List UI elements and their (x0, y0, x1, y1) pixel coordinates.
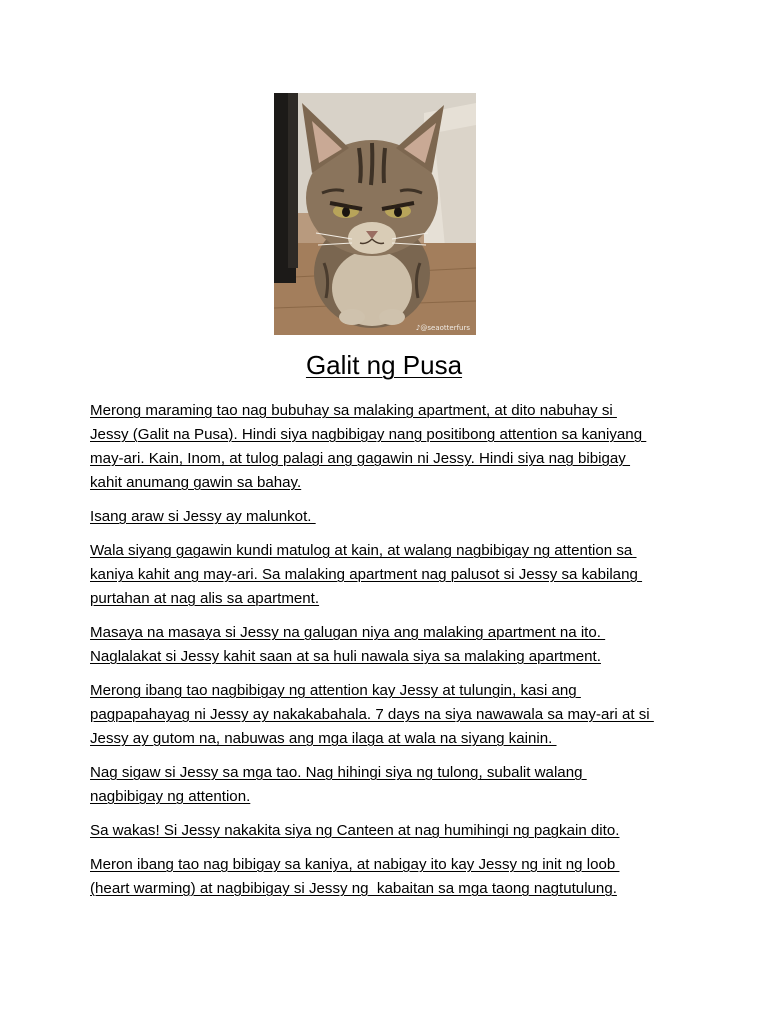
paragraph-line: Wala siyang gagawin kundi matulog at kain, at walang nagbibigay ng attention sa (90, 542, 637, 559)
cat-photo (274, 93, 476, 335)
document-body (90, 399, 690, 911)
paragraph (90, 505, 690, 529)
paragraph-line: Jessy ay gutom na, nabuwas ang mga ilaga at wala na siyang kainin. (90, 730, 557, 747)
paragraph-line: Jessy (Galit na Pusa). Hindi siya nagbibigay nang positibong attention sa kaniyang (90, 426, 647, 443)
paragraph (90, 761, 690, 809)
paragraph-line: nagbibigay ng attention. (90, 788, 251, 805)
paragraph-line: purtahan at nag alis sa apartment. (90, 590, 320, 607)
paragraph (90, 621, 690, 669)
paragraph-line: pagpapahayag ni Jessy ay nakakabahala. 7 days na siya nawawala sa may-ari at si (90, 706, 654, 723)
paragraph (90, 679, 690, 751)
paragraph (90, 539, 690, 611)
paragraph-line: Naglalakat si Jessy kahit saan at sa huli nawala siya sa malaking apartment. (90, 648, 601, 665)
paragraph-line: Isang araw si Jessy ay malunkot. (90, 508, 316, 525)
photo-watermark: ♪@seaotterfurs (415, 324, 470, 332)
paragraph-line: Merong maraming tao nag bubuhay sa malaking apartment, at dito nabuhay si (90, 402, 617, 419)
paragraph-line: may-ari. Kain, Inom, at tulog palagi ang gagawin ni Jessy. Hindi siya nag bibigay (90, 450, 631, 467)
paragraph-line: Merong ibang tao nagbibigay ng attention kay Jessy at tulungin, kasi ang (90, 682, 581, 699)
paragraph-line: Masaya na masaya si Jessy na galugan niya ang malaking apartment na ito. (90, 624, 606, 641)
document-title: Galit ng Pusa (305, 350, 463, 380)
paragraph (90, 399, 690, 495)
paragraph (90, 853, 690, 901)
paragraph-line: Nag sigaw si Jessy sa mga tao. Nag hihingi siya ng tulong, subalit walang (90, 764, 587, 781)
paragraph-line: (heart warming) at nagbibigay si Jessy ng kabaitan sa mga taong nagtutulung. (90, 880, 617, 897)
paragraph-line: Sa wakas! Si Jessy nakakita siya ng Canteen at nag humihingi ng pagkain dito. (90, 822, 620, 839)
paragraph-line: kahit anumang gawin sa bahay. (90, 474, 302, 491)
paragraph-line: kaniya kahit ang may-ari. Sa malaking apartment nag palusot si Jessy sa kabilang (90, 566, 643, 583)
paragraph (90, 819, 690, 843)
paragraph-line: Meron ibang tao nag bibigay sa kaniya, at nabigay ito kay Jessy ng init ng loob (90, 856, 620, 873)
